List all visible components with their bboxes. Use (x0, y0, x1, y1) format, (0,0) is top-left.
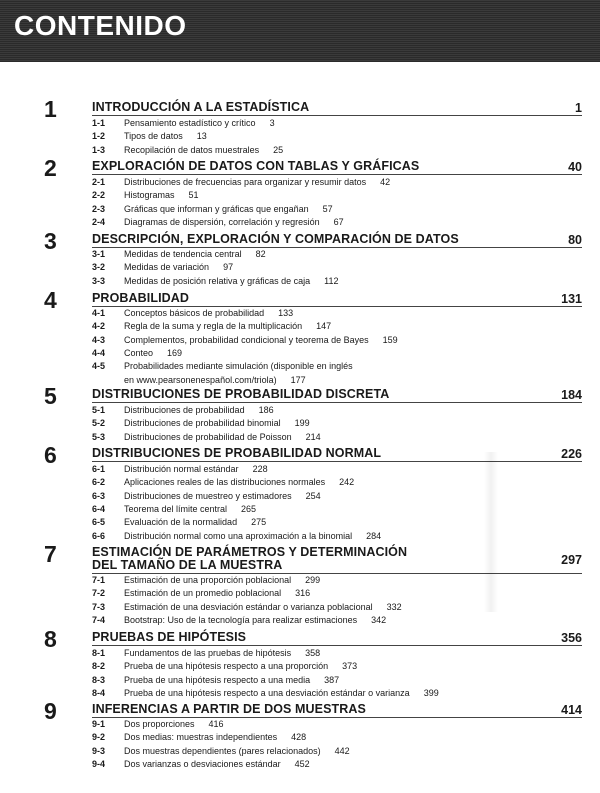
section-page-number: 358 (305, 648, 321, 658)
section-page-number: 399 (423, 687, 439, 698)
section-number: 2-1 (92, 177, 106, 187)
section-page-number: 342 (371, 614, 387, 625)
section-page-number: 387 (324, 674, 340, 685)
section-number: 9-4 (92, 758, 106, 769)
section-entry[interactable] (92, 574, 320, 587)
section-title: Pensamiento estadístico y crítico (124, 118, 256, 128)
section-title: Estimación de un promedio poblacional (124, 588, 282, 599)
section-page-number: 159 (382, 334, 398, 345)
section-title: Regla de la suma y regla de la multiplicación (124, 321, 303, 332)
section-page-number: 147 (316, 321, 332, 332)
section-entry[interactable] (92, 275, 338, 288)
section-entry[interactable] (92, 718, 224, 731)
section-number: 5-1 (92, 405, 106, 415)
section-page-number: 284 (366, 530, 382, 541)
section-title: Distribución normal estándar (124, 464, 239, 474)
section-title: Recopilación de datos muestrales (124, 144, 260, 155)
section-page-number: 228 (252, 464, 268, 474)
section-number: 1-2 (92, 131, 106, 142)
section-page-number: 112 (324, 275, 339, 286)
section-number: 4-2 (92, 321, 106, 332)
section-page-number: 169 (167, 347, 183, 358)
section-title: Dos proporciones (124, 719, 195, 729)
section-page-number: 373 (342, 661, 358, 672)
section-page-number: 275 (251, 517, 267, 528)
section-entry[interactable] (92, 347, 182, 360)
chapter-rule (92, 402, 582, 403)
section-entry[interactable] (92, 431, 321, 444)
chapter-title[interactable]: PROBABILIDAD (92, 291, 190, 305)
section-title: Conteo (124, 347, 154, 358)
section-page-number: 265 (241, 503, 257, 514)
section-title: Distribuciones de probabilidad binomial (124, 418, 281, 429)
section-title: Medidas de posición relativa y gráficas de caja (124, 275, 311, 286)
section-page-number: 82 (255, 249, 266, 259)
section-title: Prueba de una hipótesis respecto a una proporción (124, 661, 329, 672)
chapter-page-number: 414 (561, 703, 582, 717)
section-number: 7-1 (92, 575, 106, 585)
section-page-number: 25 (273, 144, 284, 155)
section-page-number: 299 (305, 575, 321, 585)
section-entry[interactable] (92, 216, 344, 229)
section-page-number: 133 (278, 308, 294, 318)
section-title: Prueba de una hipótesis respecto a una media (124, 674, 311, 685)
section-entry[interactable] (92, 687, 439, 700)
chapter-number: 6 (44, 442, 57, 468)
section-number: 7-3 (92, 601, 106, 612)
chapter-page-number: 131 (561, 292, 582, 306)
section-title: Prueba de una hipótesis respecto a una desviación estándar o varianza (124, 687, 410, 698)
section-page-number: 332 (386, 601, 402, 612)
section-entry[interactable] (92, 731, 306, 744)
chapter-rule (92, 461, 582, 462)
section-entry[interactable] (92, 203, 333, 216)
section-page-number: 42 (380, 177, 391, 187)
section-number: 1-3 (92, 144, 106, 155)
section-title: Conceptos básicos de probabilidad (124, 308, 265, 318)
section-number: 9-1 (92, 719, 106, 729)
section-title: Aplicaciones reales de las distribuciones normales (124, 477, 326, 488)
section-page-number: 51 (188, 190, 199, 201)
section-entry[interactable] (92, 404, 274, 417)
section-page-number: 452 (294, 758, 310, 769)
section-title: Fundamentos de las pruebas de hipótesis (124, 648, 292, 658)
section-page-number: 214 (305, 431, 321, 442)
chapter-title[interactable]: DESCRIPCIÓN, EXPLORACIÓN Y COMPARACIÓN DE DATOS (92, 232, 459, 246)
section-number: 4-4 (92, 347, 106, 358)
section-entry[interactable] (92, 587, 310, 600)
section-number: 8-4 (92, 687, 106, 698)
section-number: 2-3 (92, 203, 106, 214)
section-entry[interactable] (92, 647, 320, 660)
section-number: 6-5 (92, 517, 106, 528)
section-page-number: 254 (305, 490, 321, 501)
section-page-number: 416 (208, 719, 224, 729)
section-title: Dos medias: muestras independientes (124, 732, 278, 743)
section-entry[interactable] (92, 614, 386, 627)
section-number: 3-2 (92, 262, 106, 273)
section-entry[interactable] (92, 261, 233, 274)
section-number: 8-1 (92, 648, 106, 658)
section-entry[interactable] (92, 490, 321, 503)
section-number: 4-1 (92, 308, 106, 318)
section-entry[interactable] (92, 334, 398, 347)
section-number: 2-2 (92, 190, 106, 201)
section-entry[interactable] (124, 374, 306, 387)
section-title: Dos varianzas o desviaciones estándar (124, 758, 281, 769)
section-page-number: 186 (258, 405, 274, 415)
section-entry[interactable] (92, 117, 275, 130)
chapter-rule (92, 115, 582, 116)
section-title: Bootstrap: Uso de la tecnología para realizar estimaciones (124, 614, 358, 625)
chapter-number: 2 (44, 155, 57, 181)
section-page-number: 428 (291, 732, 307, 743)
section-title: Estimación de una proporción poblacional (124, 575, 292, 585)
chapter-rule (92, 174, 582, 175)
chapter-title[interactable]: ESTIMACIÓN DE PARÁMETROS Y DETERMINACIÓN DEL TAMAÑO DE LA MUESTRA (92, 545, 408, 572)
section-number: 9-2 (92, 732, 106, 743)
section-page-number: 177 (290, 374, 306, 385)
chapter-title[interactable]: DISTRIBUCIONES DE PROBABILIDAD NORMAL (92, 446, 382, 460)
section-title: Gráficas que informan y gráficas que engañan (124, 203, 309, 214)
section-title: Complementos, probabilidad condicional y teorema de Bayes (124, 334, 369, 345)
chapter-page-number: 297 (561, 553, 582, 567)
section-number: 7-2 (92, 588, 106, 599)
section-entry[interactable] (92, 307, 293, 320)
chapter-number: 9 (44, 698, 57, 724)
section-title: Teorema del límite central (124, 503, 228, 514)
section-title: Distribución normal como una aproximación a la binomial (124, 530, 353, 541)
section-number: 8-2 (92, 661, 106, 672)
chapter-number: 8 (44, 626, 57, 652)
chapter-title[interactable]: INTRODUCCIÓN A LA ESTADÍSTICA (92, 100, 310, 114)
chapter-page-number: 1 (575, 101, 582, 115)
section-title: Tipos de datos (124, 131, 183, 142)
section-entry[interactable] (92, 674, 339, 687)
section-title: Distribuciones de probabilidad de Poisson (124, 431, 292, 442)
section-entry[interactable] (92, 660, 357, 673)
section-title: Dos muestras dependientes (pares relacionados) (124, 745, 321, 756)
section-page-number: 3 (269, 118, 275, 128)
section-title: Distribuciones de muestreo y estimadores (124, 490, 292, 501)
section-entry[interactable] (92, 144, 283, 157)
section-number: 6-1 (92, 464, 106, 474)
chapter-rule (92, 645, 582, 646)
section-entry[interactable] (92, 463, 268, 476)
section-title: Probabilidades mediante simulación (disponible en inglés (124, 361, 353, 372)
section-title: Distribuciones de frecuencias para organizar y resumir datos (124, 177, 367, 187)
section-entry[interactable] (92, 758, 310, 771)
chapter-number: 3 (44, 228, 57, 254)
section-title: Medidas de tendencia central (124, 249, 242, 259)
section-title: Distribuciones de probabilidad (124, 405, 245, 415)
scan-artifact (484, 452, 498, 612)
section-number: 4-5 (92, 361, 106, 372)
section-page-number: 57 (322, 203, 333, 214)
chapter-title[interactable]: INFERENCIAS A PARTIR DE DOS MUESTRAS (92, 702, 366, 716)
section-number: 6-3 (92, 490, 106, 501)
section-page-number: 67 (333, 216, 344, 227)
section-entry[interactable] (92, 248, 266, 261)
section-entry[interactable] (92, 476, 354, 489)
section-page-number: 97 (223, 262, 234, 273)
section-number: 3-1 (92, 249, 106, 259)
section-entry[interactable] (92, 516, 266, 529)
chapter-title[interactable]: PRUEBAS DE HIPÓTESIS (92, 630, 247, 644)
chapter-page-number: 226 (561, 447, 582, 461)
section-title: Diagramas de dispersión, correlación y regresión (124, 216, 320, 227)
chapter-number: 5 (44, 383, 57, 409)
section-number: 3-3 (92, 275, 106, 286)
header-band (0, 0, 600, 62)
chapter-page-number: 80 (568, 233, 582, 247)
chapter-page-number: 184 (561, 388, 582, 402)
section-number: 5-3 (92, 431, 106, 442)
page-title: CONTENIDO (14, 10, 187, 41)
section-number: 6-4 (92, 503, 106, 514)
section-entry[interactable] (92, 189, 199, 202)
section-title: Histogramas (124, 190, 175, 201)
section-entry[interactable] (92, 320, 331, 333)
section-number: 2-4 (92, 216, 106, 227)
section-title: en www.pearsonenespañol.com/triola) (124, 374, 277, 385)
section-number: 6-2 (92, 477, 106, 488)
section-entry[interactable] (92, 530, 381, 543)
chapter-page-number: 40 (568, 160, 582, 174)
chapter-title[interactable]: DISTRIBUCIONES DE PROBABILIDAD DISCRETA (92, 387, 390, 401)
section-entry[interactable] (92, 360, 353, 373)
section-number: 7-4 (92, 614, 106, 625)
section-page-number: 13 (196, 131, 207, 142)
section-number: 5-2 (92, 418, 106, 429)
section-number: 1-1 (92, 118, 106, 128)
section-page-number: 242 (339, 477, 355, 488)
section-entry[interactable] (92, 417, 310, 430)
section-number: 8-3 (92, 674, 106, 685)
chapter-page-number: 356 (561, 631, 582, 645)
section-entry[interactable] (92, 176, 390, 189)
chapter-number: 1 (44, 96, 57, 122)
section-title: Medidas de variación (124, 262, 210, 273)
chapter-number: 7 (44, 541, 57, 567)
section-entry[interactable] (92, 503, 256, 516)
chapter-number: 4 (44, 287, 57, 313)
chapter-title-line2: DEL TAMAÑO DE LA MUESTRA (92, 558, 283, 572)
section-number: 6-6 (92, 530, 106, 541)
section-page-number: 316 (295, 588, 311, 599)
section-entry[interactable] (92, 745, 350, 758)
section-title: Estimación de una desviación estándar o varianza poblacional (124, 601, 373, 612)
section-number: 4-3 (92, 334, 106, 345)
section-entry[interactable] (92, 601, 402, 614)
section-page-number: 199 (294, 418, 310, 429)
section-title: Evaluación de la normalidad (124, 517, 238, 528)
section-entry[interactable] (92, 130, 207, 143)
section-number: 9-3 (92, 745, 106, 756)
chapter-title[interactable]: EXPLORACIÓN DE DATOS CON TABLAS Y GRÁFICAS (92, 159, 420, 173)
section-page-number: 442 (334, 745, 350, 756)
